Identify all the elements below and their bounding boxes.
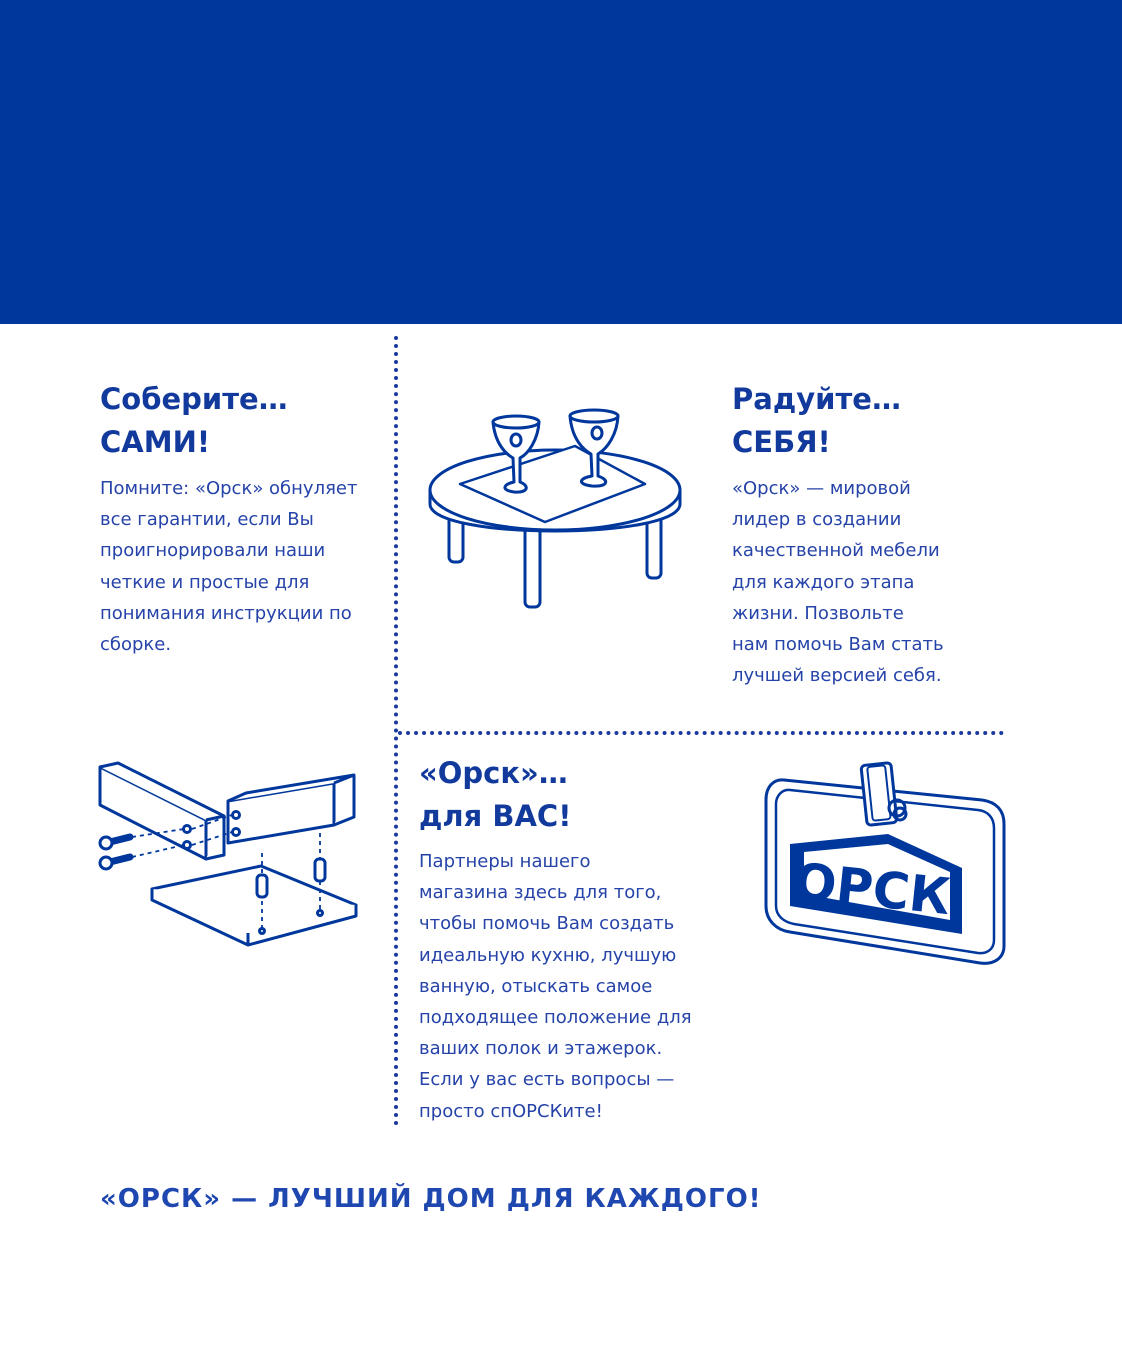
for-you-body: Партнеры нашего магазина здесь для того, чтобы помочь Вам создать идеальную кухню, лучшую ванную, отыскать самое подходящее положение для ваших полок и этажерок. Если у вас есть вопросы — просто спОРСКите! — [419, 851, 692, 1122]
horizontal-dotted-divider — [398, 731, 1004, 735]
furniture-assembly-icon — [96, 755, 366, 970]
footer-slogan: «ОРСК» — ЛУЧШИЙ ДОМ ДЛЯ КАЖДОГО! — [100, 1184, 762, 1214]
orsk-store-sign-icon — [760, 760, 1010, 970]
assemble-title-line1: Соберите… — [100, 382, 288, 416]
enjoy-body: «Орск» — мировой лидер в создании качественной мебели для каждого этапа жизни. Позвольте нам помочь Вам стать лучшей версией себя. — [732, 478, 944, 687]
for-you-title-line2: для ВАС! — [419, 799, 572, 833]
table-with-glasses-icon — [420, 400, 690, 615]
enjoy-title-line2: СЕБЯ! — [732, 425, 831, 459]
for-you-title-line1: «Орск»… — [419, 756, 568, 790]
enjoy-title-line1: Радуйте… — [732, 382, 901, 416]
assemble-body: Помните: «Орск» обнуляет все гарантии, если Вы проигнорировали наши четкие и простые для понимания инструкции по сборке. — [100, 478, 358, 656]
sign-logo-text: ОРСК — [791, 851, 954, 927]
top-color-band — [0, 0, 1122, 324]
assemble-title-line2: САМИ! — [100, 425, 211, 459]
